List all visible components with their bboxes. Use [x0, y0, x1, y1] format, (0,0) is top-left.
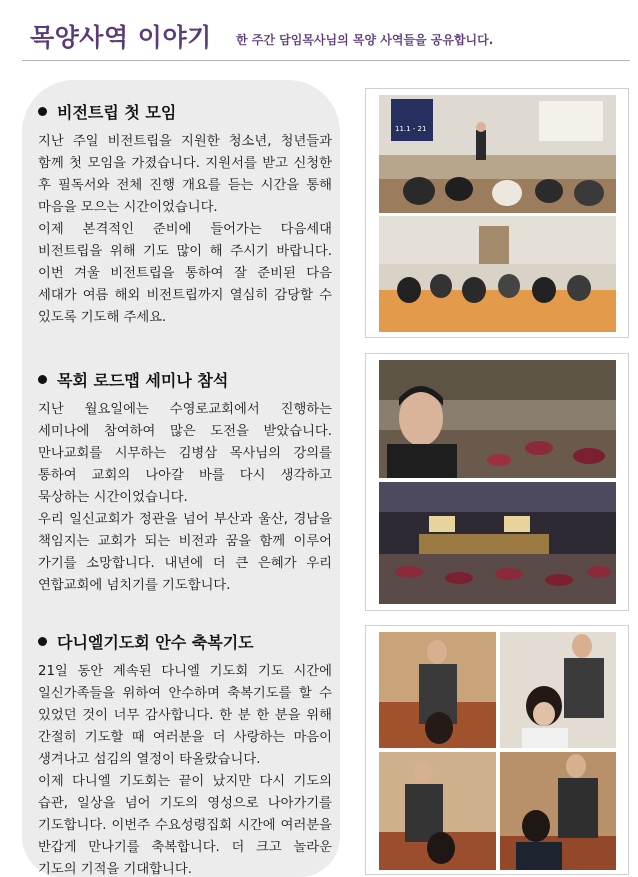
- section-title-text: 다니엘기도회 안수 축복기도: [57, 633, 254, 652]
- section-title-text: 비전트립 첫 모임: [57, 103, 177, 122]
- photo-seminar-hall: [379, 482, 616, 604]
- section-body: [38, 661, 332, 877]
- header-divider: [22, 60, 630, 61]
- photo-prayer-2: [500, 632, 616, 748]
- bullet-icon: [38, 107, 47, 116]
- page-header: [0, 0, 638, 62]
- photo-seminar-selfie: [379, 360, 616, 478]
- paragraph: 지난 월요일에는 수영로교회에서 진행하는 세미나에 참여하여 많은 도전을 받았습니다. 만나교회를 시무하는 김병삼 목사님의 강의를 통하여 교회의 나아갈 바를 다시 생각하고 묵상하는 시간이었습니다.: [38, 402, 332, 505]
- bullet-icon: [38, 637, 47, 646]
- photo-prayer-4: [500, 752, 616, 870]
- page-title: 목양사역 이야기: [30, 23, 212, 52]
- section-title: [38, 368, 332, 391]
- section-title: [38, 630, 332, 653]
- photo-prayer-3: [379, 752, 496, 870]
- paragraph: 우리 일신교회가 정관을 넘어 부산과 울산, 경남을 책임지는 교회가 되는 비전과 꿈을 함께 이루어 가기를 소망합니다. 내년에 더 큰 은혜가 우리 연합교회에 넘치기를 기도합니다.: [38, 512, 332, 593]
- photo-prayer-1: [379, 632, 496, 748]
- section-daniel-prayer: [38, 630, 332, 877]
- page-subtitle: 한 주간 담임목사님의 목양 사역들을 공유합니다.: [236, 33, 494, 47]
- photo-vision-trip-students: [379, 216, 616, 332]
- paragraph: 이제 다니엘 기도회는 끝이 났지만 다시 기도의 습관, 일상을 넘어 기도의 영성으로 나아가기를 기도합니다. 이번주 수요성령집회 시간에 여러분을 반갑게 만나기를 축복합니다. 더 크고 놀라운 기도의 기적을 기대합니다.: [38, 774, 332, 877]
- section-body: [38, 131, 332, 329]
- section-title: [38, 100, 332, 123]
- section-title-text: 목회 로드맵 세미나 참석: [57, 371, 229, 390]
- section-vision-trip: [38, 100, 332, 329]
- section-body: [38, 399, 332, 597]
- section-roadmap-seminar: [38, 368, 332, 597]
- photo-vision-trip-speaker: [379, 95, 616, 213]
- paragraph: 지난 주일 비전트립을 지원한 청소년, 청년들과 함께 첫 모임을 가졌습니다. 지원서를 받고 신청한 후 필독서와 전체 진행 개요를 듣는 시간을 통해 마음을 모으는 시간이었습니다.: [38, 134, 332, 215]
- paragraph: 이제 본격적인 준비에 들어가는 다음세대 비전트립을 위해 기도 많이 해 주시기 바랍니다. 이번 겨울 비전트립을 통하여 잘 준비된 다음 세대가 여름 해외 비전트립까지 열심히 감당할 수 있도록 기도해 주세요.: [38, 222, 332, 325]
- paragraph: 21일 동안 계속된 다니엘 기도회 기도 시간에 일신가족들을 위하여 안수하며 축복기도를 할 수 있었던 것이 너무 감사합니다. 한 분 한 분을 위해 간절히 기도할 때 여러분을 더 사랑하는 마음이 생겨나고 섬김의 열정이 타올랐습니다.: [38, 664, 332, 767]
- bullet-icon: [38, 375, 47, 384]
- banner-text: 11.1 - 21: [395, 125, 427, 133]
